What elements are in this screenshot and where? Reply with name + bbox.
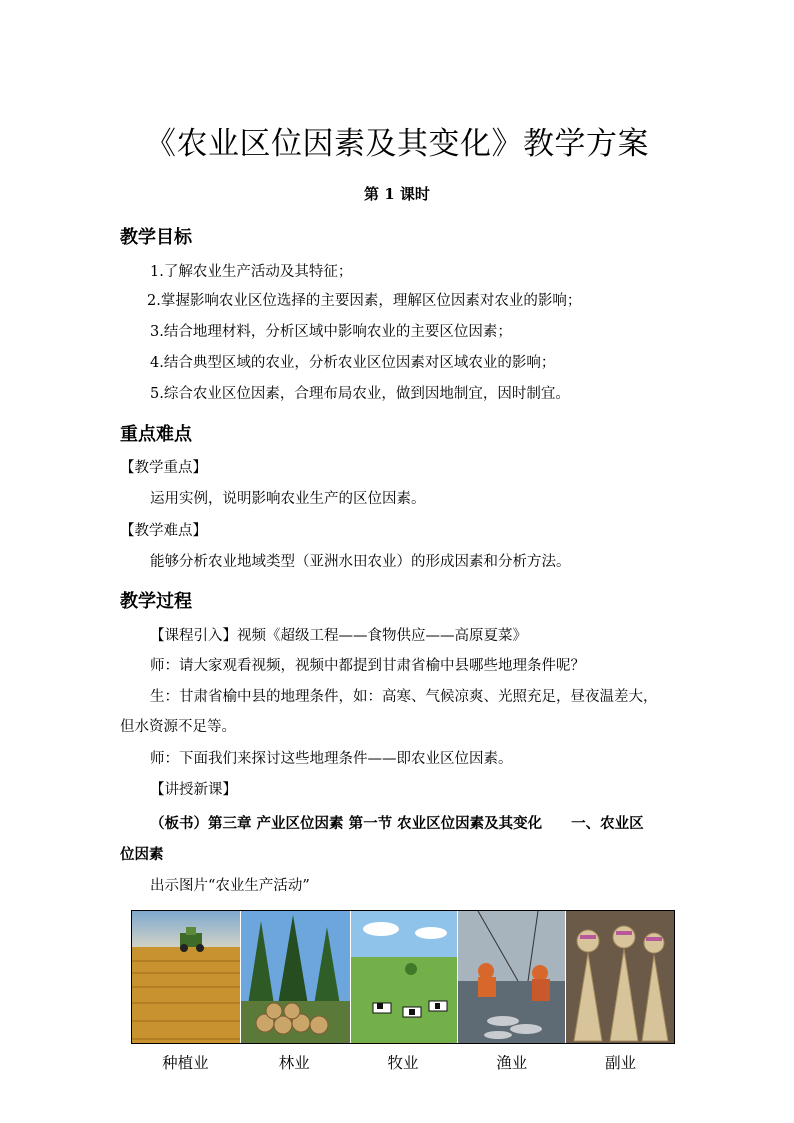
forestry-photo (240, 911, 350, 1043)
focus-label: 【教学重点】 (120, 460, 207, 476)
keypoints-heading: 重点难点 (120, 424, 192, 445)
agriculture-photo-strip (131, 910, 675, 1044)
intro-line: 【课程引入】视频《超级工程——食物供应——高原夏菜》 (150, 628, 527, 644)
goal-item: 4.结合典型区域的农业，分析农业区位因素对区域农业的影响； (150, 355, 556, 371)
caption-forestry: 林业 (278, 1054, 310, 1072)
student-line: 生：甘肃省榆中县的地理条件，如：高寒、气候凉爽、光照充足，昼夜温差大， (150, 689, 658, 705)
process-heading: 教学过程 (120, 591, 192, 612)
goal-item: 5.综合农业区位因素，合理布局农业，做到因地制宜，因时制宜。 (150, 386, 570, 402)
livestock-photo (350, 911, 457, 1043)
fishery-photo (457, 911, 565, 1043)
caption-fishery: 渔业 (496, 1054, 528, 1072)
caption-crop-farming: 种植业 (162, 1054, 209, 1072)
goals-heading: 教学目标 (120, 227, 192, 248)
goal-item: 2.掌握影响农业区位选择的主要因素，理解区位因素对农业的影响； (147, 293, 582, 309)
board-line-cont: 位因素 (120, 846, 164, 863)
show-picture-line: 出示图片“农业生产活动” (150, 878, 310, 894)
caption-livestock: 牧业 (387, 1054, 419, 1072)
student-line-cont: 但水资源不足等。 (120, 719, 236, 735)
teacher-line: 师：下面我们来探讨这些地理条件——即农业区位因素。 (150, 751, 513, 767)
new-lesson-label: 【讲授新课】 (150, 782, 237, 798)
crop-farming-photo (132, 911, 240, 1043)
document-title: 《农业区位因素及其变化》教学方案 (145, 126, 649, 162)
difficulty-label: 【教学难点】 (120, 523, 207, 539)
sideline-handicraft-photo (565, 911, 674, 1043)
board-line: （板书）第三章 产业区位因素 第一节 农业区位因素及其变化 一、农业区 (150, 815, 644, 832)
caption-sideline: 副业 (605, 1054, 637, 1072)
difficulty-text: 能够分析农业地域类型（亚洲水田农业）的形成因素和分析方法。 (150, 554, 571, 570)
goal-item: 1.了解农业生产活动及其特征； (150, 264, 353, 280)
lesson-number: 第 1 课时 (364, 185, 430, 203)
photo-captions (131, 1051, 675, 1073)
goal-item: 3.结合地理材料，分析区域中影响农业的主要区位因素； (150, 324, 512, 340)
teacher-line: 师：请大家观看视频，视频中都提到甘肃省榆中县哪些地理条件呢？ (150, 658, 585, 674)
focus-text: 运用实例，说明影响农业生产的区位因素。 (150, 491, 426, 507)
